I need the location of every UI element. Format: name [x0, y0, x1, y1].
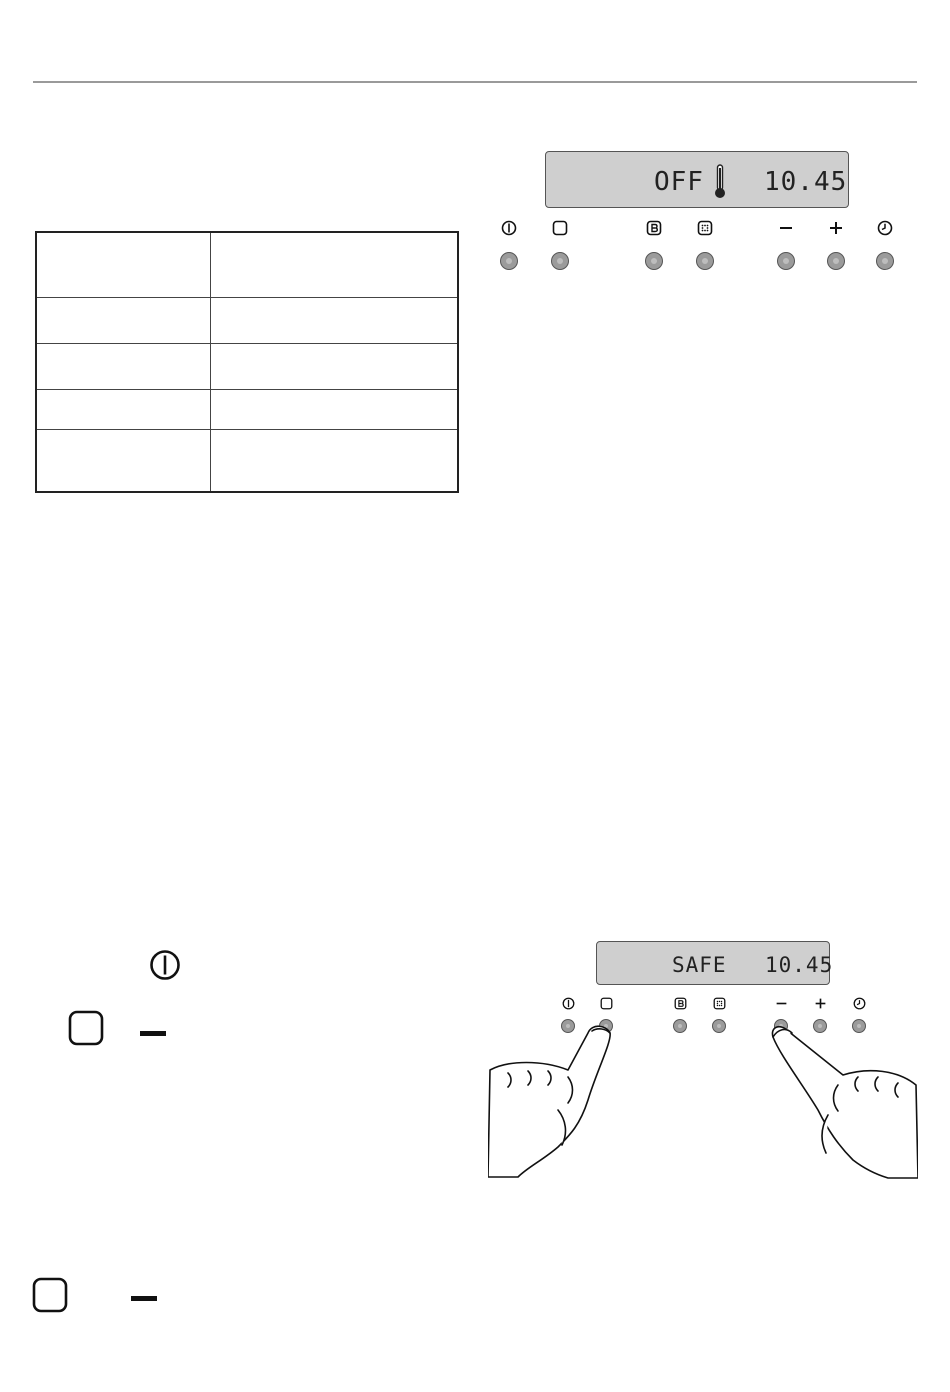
- table-column-divider: [210, 233, 211, 491]
- display-mode-text: SAFE: [672, 953, 727, 977]
- booster-icon: [644, 218, 664, 238]
- oven-function-button[interactable]: [551, 252, 569, 270]
- minus-button[interactable]: [777, 252, 795, 270]
- power-icon: [558, 993, 578, 1013]
- oven-display: [596, 941, 834, 985]
- oven-function-icon: [32, 1277, 68, 1313]
- minus-icon: [771, 993, 791, 1013]
- table-row-divider: [37, 343, 457, 344]
- booster-button[interactable]: [645, 252, 663, 270]
- plus-icon: [826, 218, 846, 238]
- oven-function-icon: [68, 1010, 104, 1046]
- minus-icon: [776, 218, 796, 238]
- power-button[interactable]: [500, 252, 518, 270]
- display-time-text: 10.45: [764, 167, 848, 197]
- power-icon: [499, 218, 519, 238]
- hands-pressing-buttons-illustration: [488, 1015, 918, 1180]
- minus-icon: [140, 1030, 166, 1038]
- booster-icon: [670, 993, 690, 1013]
- table-row-divider: [37, 429, 457, 430]
- thermometer-icon: [714, 164, 726, 200]
- program-button[interactable]: [696, 252, 714, 270]
- display-time-text: 10.45: [765, 953, 834, 977]
- program-icon: [709, 993, 729, 1013]
- minus-icon: [131, 1295, 157, 1303]
- function-table: [35, 231, 459, 493]
- oven-function-icon: [596, 993, 616, 1013]
- oven-function-icon: [550, 218, 570, 238]
- oven-display: [545, 151, 849, 208]
- power-icon: [149, 949, 181, 981]
- header-rule: [33, 81, 917, 83]
- plus-button[interactable]: [827, 252, 845, 270]
- table-row-divider: [37, 297, 457, 298]
- plus-icon: [810, 993, 830, 1013]
- table-row-divider: [37, 389, 457, 390]
- program-icon: [695, 218, 715, 238]
- clock-icon: [875, 218, 895, 238]
- display-mode-text: OFF: [654, 167, 704, 197]
- clock-button[interactable]: [876, 252, 894, 270]
- clock-icon: [849, 993, 869, 1013]
